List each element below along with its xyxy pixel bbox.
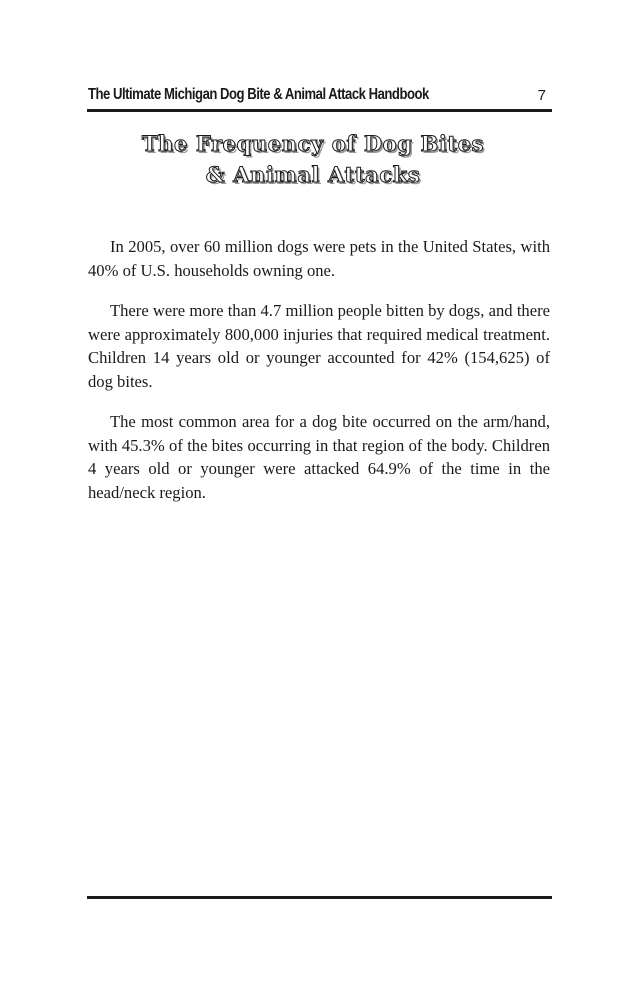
body-text (88, 235, 550, 521)
paragraph-bite-locations: The most common area for a dog bite occurred on the arm/hand, with 45.3% of the bites occurring in that region of the body. Children 4 years old or younger were attacked 64.9% of the time in the head/neck region. (88, 412, 550, 502)
header-rule (87, 109, 552, 112)
book-title: The Ultimate Michigan Dog Bite & Animal Attack Handbook (88, 86, 429, 103)
running-header (88, 84, 550, 110)
footer-rule (87, 896, 552, 899)
chapter-title (75, 128, 551, 190)
paragraph-bite-injuries: There were more than 4.7 million people bitten by dogs, and there were approximately 800,000 injuries that required medical treatment. Children 14 years old or younger accounted for 42% (154,625) of dog bites. (88, 301, 550, 391)
chapter-title-line-2: & Animal Attacks (205, 162, 421, 187)
paragraph-dog-ownership: In 2005, over 60 million dogs were pets in the United States, with 40% of U.S. households owning one. (88, 237, 550, 280)
page-number: 7 (537, 87, 546, 104)
chapter-title-line-1: The Frequency of Dog Bites (141, 131, 485, 156)
